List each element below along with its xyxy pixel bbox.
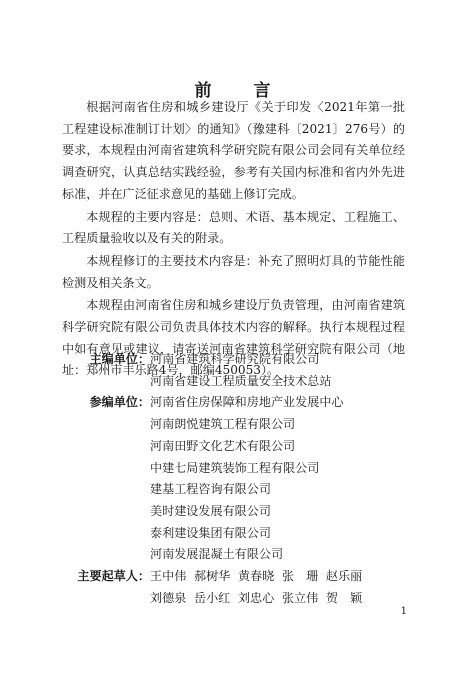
participant-unit: 河南田野文化艺术有限公司	[150, 438, 296, 453]
drafters-line: 刘德泉 岳小红 刘忠心 张立伟 贺 颖	[150, 590, 363, 605]
paragraph-background: 根据河南省住房和城乡建设厅《关于印发〈2021年第一批工程建设标准制订计划〉的通知》（豫建科〔2021〕276号）的要求，本规程由河南省建筑科学研究院有限公司会同有关单位经调查研究，认真总结实践经验，参考有关国内标准和省内外先进标准，并在广泛征求意见的基础上修订完成。	[62, 100, 405, 201]
drafters-list	[150, 566, 405, 609]
paragraph-main-contents: 本规程的主要内容是：总则、术语、基本规定、工程施工、工程质量验收以及有关的附录。	[62, 209, 405, 246]
preface-body	[62, 97, 405, 382]
credits-section	[62, 349, 405, 609]
chief-editor-units	[62, 349, 405, 392]
paragraph-management: 本规程由河南省住房和城乡建设厅负责管理，由河南省建筑科学研究院有限公司负责具体技术内容的解释。执行本规程过程中如有意见或建议，请寄送河南省建筑科学研究院有限公司（地址：郑州市丰乐路4号，邮编450053）。	[62, 298, 405, 378]
participant-label: 参编单位：	[89, 395, 150, 410]
participant-unit: 美时建设发展有限公司	[150, 503, 271, 518]
paragraph-revision-contents: 本规程修订的主要技术内容是：补充了照明灯具的节能性能检测及相关条文。	[62, 253, 405, 290]
participant-unit: 建基工程咨询有限公司	[150, 482, 271, 497]
participant-unit: 河南朗悦建筑工程有限公司	[150, 417, 296, 432]
participant-list	[150, 392, 405, 566]
page-number: 1	[400, 606, 407, 617]
participant-unit: 泰利建设集团有限公司	[150, 525, 271, 540]
participant-unit: 河南省住房保障和房地产业发展中心	[150, 395, 344, 410]
participant-unit: 中建七局建筑装饰工程有限公司	[150, 460, 320, 475]
chief-editor-label: 主编单位：	[89, 352, 150, 366]
participant-unit: 河南发展混凝土有限公司	[150, 547, 284, 562]
participant-units	[62, 392, 405, 566]
drafters-line: 王中伟 郝树华 黄春晓 张 珊 赵乐丽	[150, 569, 363, 584]
chief-editor-unit: 河南省建设工程质量安全技术总站	[150, 373, 332, 388]
drafters-label: 主要起草人：	[77, 569, 150, 584]
main-drafters	[62, 566, 405, 609]
page-title: 前 言	[194, 81, 289, 101]
chief-editor-list	[150, 349, 405, 392]
chief-editor-unit: 河南省建筑科学研究院有限公司	[150, 352, 320, 366]
